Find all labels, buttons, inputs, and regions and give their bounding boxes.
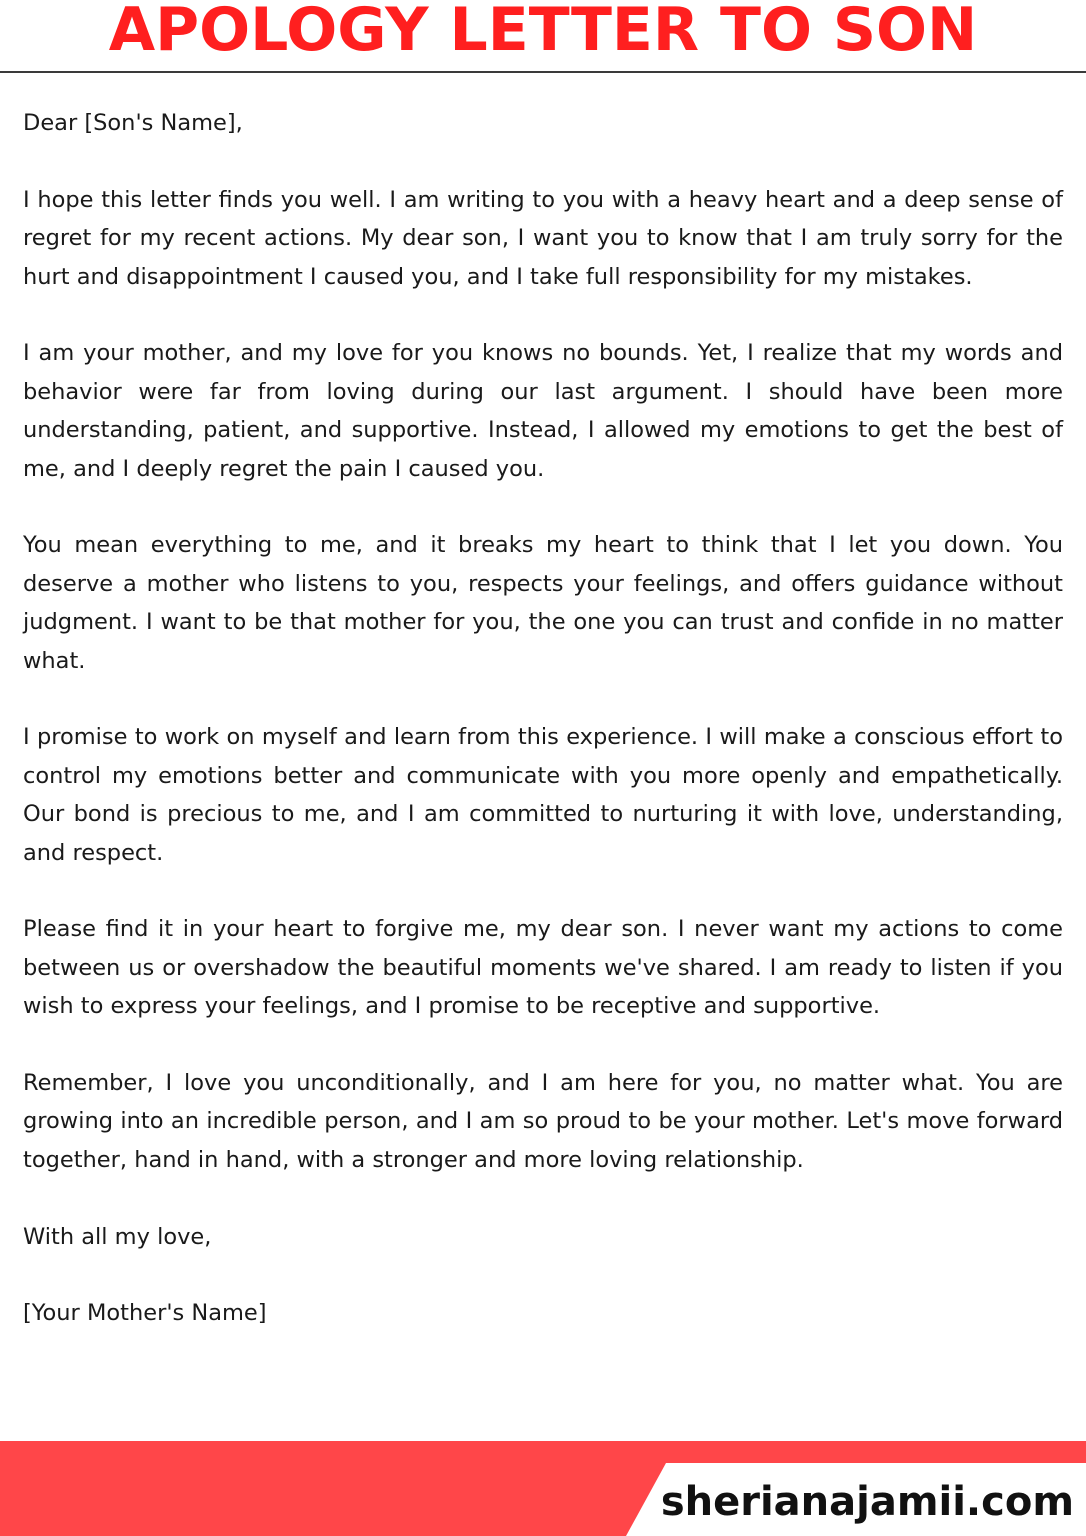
title-divider <box>0 71 1086 73</box>
letter-signature: [Your Mother's Name] <box>23 1300 267 1327</box>
letter-paragraph-1: I hope this letter finds you well. I am writing to you with a heavy heart and a deep sense of regret for my recent actions. My dear son, I want you to know that I am truly sorry for the hurt and disappointment I caused you, and I take full responsibility for my mistakes. <box>23 186 1063 290</box>
letter-paragraph-6: Remember, I love you unconditionally, and I am here for you, no matter what. You are growing into an incredible person, and I am so proud to be your mother. Let's move forward together, hand in hand, with a stronger and more loving relationship. <box>23 1070 1063 1173</box>
letter-paragraph-4: I promise to work on myself and learn from this experience. I will make a conscious effort to control my emotions better and communicate with you more openly and empathetically. Our bond is precious to me, and I am committed to nurturing it with love, understanding, and respect. <box>23 724 1063 866</box>
page-title: APOLOGY LETTER TO SON <box>108 0 978 65</box>
letter-salutation: Dear [Son's Name], <box>23 110 243 136</box>
letter-body <box>23 104 1063 1333</box>
letter-closing: With all my love, <box>23 1223 212 1250</box>
letter-paragraph-2: I am your mother, and my love for you knows no bounds. Yet, I realize that my words and behavior were far from loving during our last argument. I should have been more understanding, patient, and supportive. Instead, I allowed my emotions to get the best of me, and I deeply regret the pain I caused you. <box>23 340 1063 482</box>
letter-paragraph-3: You mean everything to me, and it breaks my heart to think that I let you down. You deserve a mother who listens to you, respects your feelings, and offers guidance without judgment. I want to be that mother for you, the one you can trust and confide in no matter what. <box>23 532 1063 674</box>
website-link[interactable]: sherianajamii.com <box>660 1479 1074 1525</box>
letter-paragraph-5: Please find it in your heart to forgive me, my dear son. I never want my actions to come between us or overshadow the beautiful moments we've shared. I am ready to listen if you wish to express your feelings, and I promise to be receptive and supportive. <box>23 916 1063 1020</box>
